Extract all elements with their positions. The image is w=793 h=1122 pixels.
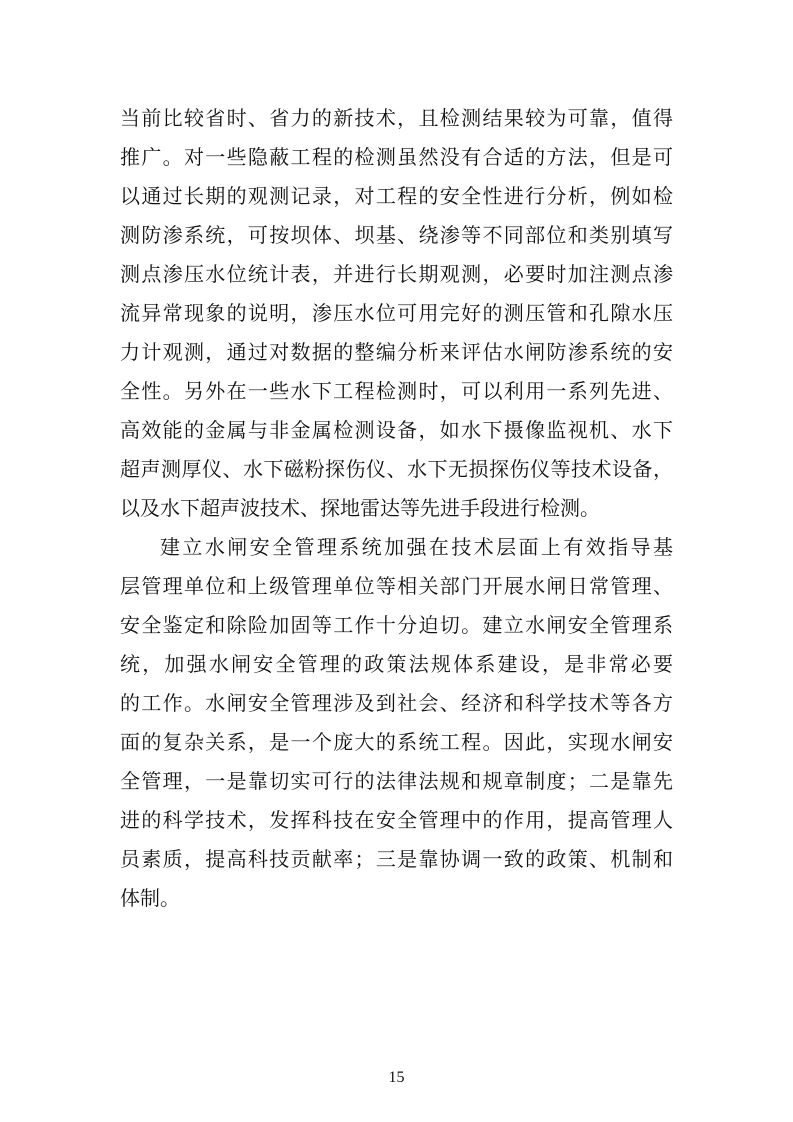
paragraph-2-line-6: 面的复杂关系，是一个庞大的系统工程。因此，实现水闸安 [120, 730, 673, 754]
paragraph-1-line-3: 以通过长期的观测记录，对工程的安全性进行分析，例如检 [120, 184, 673, 208]
paragraph-2-line-9: 员素质，提高科技贡献率；三是靠协调一致的政策、机制和 [120, 847, 673, 871]
paragraph-1-line-10: 超声测厚仪、水下磁粉探伤仪、水下无损探伤仪等技术设备， [120, 457, 673, 481]
paragraph-2-line-1: 建立水闸安全管理系统加强在技术层面上有效指导基 [160, 535, 673, 559]
paragraph-1-line-11: 以及水下超声波技术、探地雷达等先进手段进行检测。 [120, 496, 600, 520]
paragraph-2-line-7: 全管理，一是靠切实可行的法律法规和规章制度；二是靠先 [120, 769, 673, 793]
paragraph-1-line-9: 高效能的金属与非金属检测设备，如水下摄像监视机、水下 [120, 418, 673, 442]
paragraph-1-line-8: 全性。另外在一些水下工程检测时，可以利用一系列先进、 [120, 379, 673, 403]
paragraph-1-line-7: 力计观测，通过对数据的整编分析来评估水闸防渗系统的安 [120, 340, 673, 364]
paragraph-1-line-6: 流异常现象的说明，渗压水位可用完好的测压管和孔隙水压 [120, 301, 673, 325]
paragraph-2-line-4: 统，加强水闸安全管理的政策法规体系建设，是非常必要 [120, 652, 673, 676]
paragraph-2-line-2: 层管理单位和上级管理单位等相关部门开展水闸日常管理、 [120, 574, 673, 598]
paragraph-2-line-10: 体制。 [120, 886, 180, 910]
paragraph-1-line-2: 推广。对一些隐蔽工程的检测虽然没有合适的方法，但是可 [120, 145, 673, 169]
paragraph-2-line-5: 的工作。水闸安全管理涉及到社会、经济和科学技术等各方 [120, 691, 673, 715]
paragraph-2-line-3: 安全鉴定和除险加固等工作十分迫切。建立水闸安全管理系 [120, 613, 673, 637]
paragraph-1-line-4: 测防渗系统，可按坝体、坝基、绕渗等不同部位和类别填写 [120, 223, 673, 247]
page-number: 15 [388, 1069, 405, 1086]
paragraph-1-line-5: 测点渗压水位统计表，并进行长期观测，必要时加注测点渗 [120, 262, 673, 286]
paragraph-1-line-1: 当前比较省时、省力的新技术，且检测结果较为可靠，值得 [120, 106, 673, 130]
paragraph-2-line-8: 进的科学技术，发挥科技在安全管理中的作用，提高管理人 [120, 808, 673, 832]
